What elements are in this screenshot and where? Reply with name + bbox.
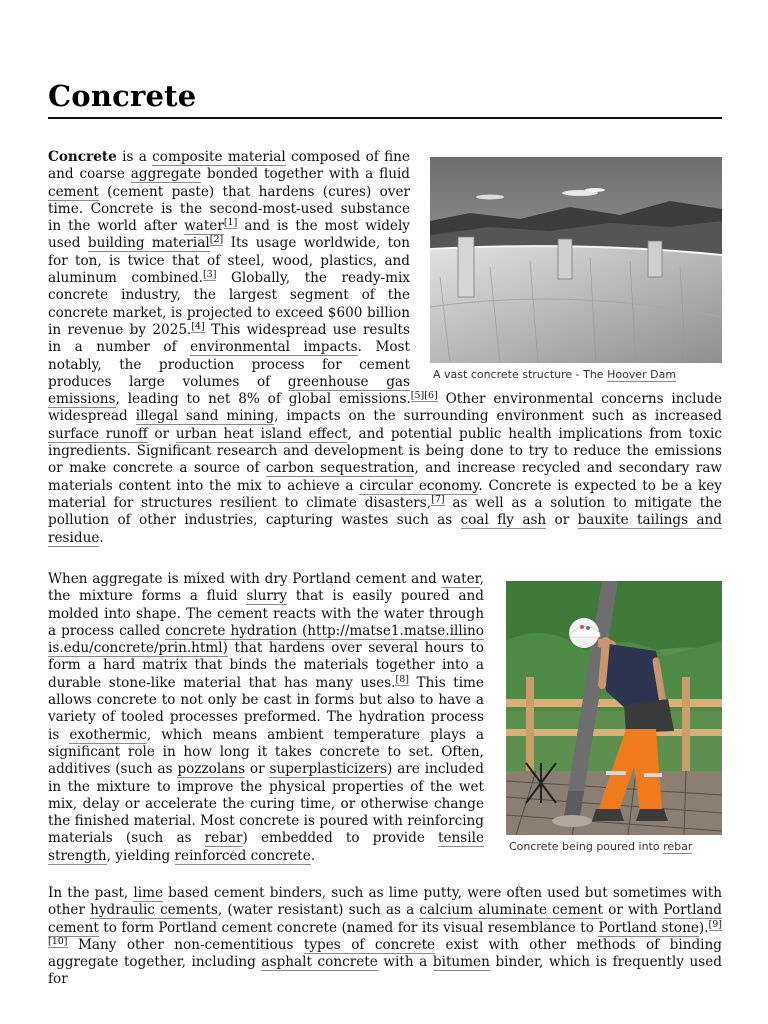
citation-4[interactable]: [4] (191, 320, 205, 332)
body-text: This widespread use results in a number of (48, 321, 410, 356)
body-text: A vast concrete structure - The (433, 368, 608, 381)
link-greenhouse-gas-emissions[interactable]: greenhouse gas emissions (48, 373, 410, 408)
link-composite-material[interactable]: composite material (152, 149, 286, 165)
link-aggregate[interactable]: aggregate (130, 166, 202, 183)
link-bitumen[interactable]: bitumen (432, 954, 490, 971)
concrete-pour-image[interactable] (506, 581, 722, 835)
body-text: . Concrete is expected to be a key material for structures resilient to climate disasters, (48, 477, 722, 511)
body-text: with a (377, 954, 433, 971)
link-types-of-concrete[interactable]: types of concrete (303, 936, 436, 953)
link-reinforced-concrete[interactable]: reinforced concrete (174, 847, 311, 864)
body-text: ) embedded to provide (242, 830, 439, 847)
link-environmental-impacts[interactable]: environmental impacts (190, 339, 358, 356)
concrete-pour-figure (506, 581, 722, 854)
body-text: , and increase recycled and secondary raw materials content into the mix to achieve a (48, 460, 722, 494)
link-illegal-sand-mining[interactable]: illegal sand mining (135, 408, 275, 425)
term-concrete: Concrete (48, 149, 117, 165)
citation-1[interactable]: [1] (223, 217, 238, 229)
link-hydraulic-cements[interactable]: hydraulic cements (90, 902, 218, 919)
link-slurry[interactable]: slurry (246, 588, 288, 605)
citation-5[interactable]: [5] (410, 390, 425, 402)
hoover-dam-link[interactable]: Hoover Dam (607, 368, 677, 381)
body-text: Its usage worldwide, ton for ton, is twice that of steel, wood, plastics, and aluminum combined. (48, 235, 410, 287)
body-text: , leading to net 8% of global emissions. (115, 391, 411, 408)
citation-6[interactable]: [6] (424, 390, 438, 402)
body-text: . (310, 847, 316, 864)
body-text: , impacts on the surrounding environment such as increased (274, 408, 722, 425)
hoover-dam-caption (430, 368, 722, 382)
body-text: When aggregate is mixed with dry Portland cement and (48, 571, 442, 587)
link-bauxite-tailings[interactable]: bauxite tailings and residue (48, 512, 722, 546)
citation-2[interactable]: [2] (209, 234, 224, 246)
body-text: and is the most widely used (48, 218, 410, 252)
body-text: Concrete being poured into (509, 840, 664, 853)
body-text: , yielding (106, 847, 175, 864)
link-cement[interactable]: cement (48, 183, 99, 200)
link-water[interactable]: water (184, 218, 224, 235)
intro-paragraph (48, 149, 722, 547)
body-text: . Most notably, the production process for cement produces large volumes of (48, 339, 410, 390)
link-calcium-aluminate-cement[interactable]: calcium aluminate cement (419, 902, 603, 919)
body-text: binder, which is frequently used for (48, 954, 722, 988)
hoover-dam-image[interactable] (430, 157, 722, 363)
link-superplasticizers[interactable]: superplasticizers (269, 761, 388, 778)
body-text: , and potential public health implications from toxic ingredients. Significant research and development is being done to try to reduce the emissions or make concrete a source of (48, 425, 723, 477)
body-text: Globally, the ready-mix concrete industry, the largest segment of the concrete market, is projected to exceed $600 billion in revenue by 2025. (48, 270, 410, 338)
body-text: or (147, 425, 176, 442)
link-rebar[interactable]: rebar (204, 830, 243, 847)
link-tensile-strength[interactable]: tensile strength (48, 830, 484, 864)
link-building-material[interactable]: building material (87, 235, 210, 252)
body-text: that is easily poured and molded into shape. The cement reacts with the water through a process called (48, 588, 484, 639)
body-text: bonded together with a fluid (201, 166, 411, 183)
link-concrete-hydration[interactable]: concrete hydration (http://matse1.matse.illinois.edu/concrete/prin.html) (48, 622, 484, 657)
link-asphalt-concrete[interactable]: asphalt concrete (261, 954, 378, 971)
body-text: or (245, 761, 270, 778)
body-text: or with (602, 902, 664, 919)
body-text: or (546, 512, 578, 529)
citation-9[interactable]: [9] (708, 918, 722, 930)
body-text: , (water resistant) such as a (217, 902, 420, 919)
body-text: , which means ambient temperature plays a significant role in how long it takes concrete to set. Often, additives (such as (48, 726, 484, 778)
link-circular-economy[interactable]: circular economy (359, 477, 479, 494)
body-text: . (99, 529, 104, 546)
body-text: is a (116, 149, 153, 165)
body-text: that hardens over several hours to form a hard matrix that binds the materials together into a durable stone-like material that has many uses. (48, 640, 484, 691)
body-text: to form Portland cement concrete (named for its visual resemblance to (98, 919, 599, 936)
link-urban-heat-island-effect[interactable]: urban heat island effect (175, 425, 348, 442)
body-text: exist with other methods of binding aggregate together, including (48, 936, 722, 971)
body-text: composed of fine and coarse (48, 149, 410, 183)
body-text: , the mixture forms a fluid (48, 571, 484, 605)
link-carbon-sequestration[interactable]: carbon sequestration (265, 460, 415, 477)
link-coal-fly-ash[interactable]: coal fly ash (460, 512, 547, 529)
link-exothermic[interactable]: exothermic (69, 726, 147, 743)
body-text: In the past, (48, 885, 134, 901)
body-text: This time allows concrete to not only be cast in forms but also to have a variety of tooled processes preformed. The hydration process is (48, 674, 484, 743)
link-lime[interactable]: lime (133, 885, 164, 901)
link-water[interactable]: water (441, 571, 480, 587)
body-text: (cement paste) that hardens (cures) over time. Concrete is the second-most-used substance in the world after (48, 183, 410, 235)
concrete-pour-caption (506, 840, 722, 854)
body-text: based cement binders, such as lime putty, were often used but sometimes with other (48, 885, 722, 919)
body-text: as well as a solution to mitigate the pollution of other industries, capturing wastes such as (48, 494, 722, 529)
body-text: ) are included in the mixture to improve the physical properties of the wet mix, delay or accelerate the curing time, or otherwise change the finished material. Most concrete is poured with reinforcing materials (such as (48, 761, 484, 847)
body-text: ). (698, 919, 709, 936)
link-pozzolans[interactable]: pozzolans (177, 761, 246, 778)
hoover-dam-figure (430, 157, 722, 382)
link-portland-stone[interactable]: Portland stone (598, 919, 699, 936)
history-paragraph (48, 885, 722, 989)
citation-10[interactable]: [10] (48, 935, 68, 947)
hydration-paragraph (48, 571, 722, 865)
body-text: Other environmental concerns include widespread (48, 391, 722, 425)
citation-3[interactable]: [3] (202, 269, 217, 281)
citation-8[interactable]: [8] (395, 673, 409, 685)
page-title: Concrete (48, 79, 197, 113)
citation-7[interactable]: [7] (431, 493, 445, 505)
link-surface-runoff[interactable]: surface runoff (48, 425, 148, 442)
body-text: Many other non-cementitious (67, 936, 304, 953)
rebar-caption-link[interactable]: rebar (663, 840, 693, 853)
link-portland-cement[interactable]: Portland cement (48, 902, 722, 936)
title-divider (48, 117, 722, 119)
